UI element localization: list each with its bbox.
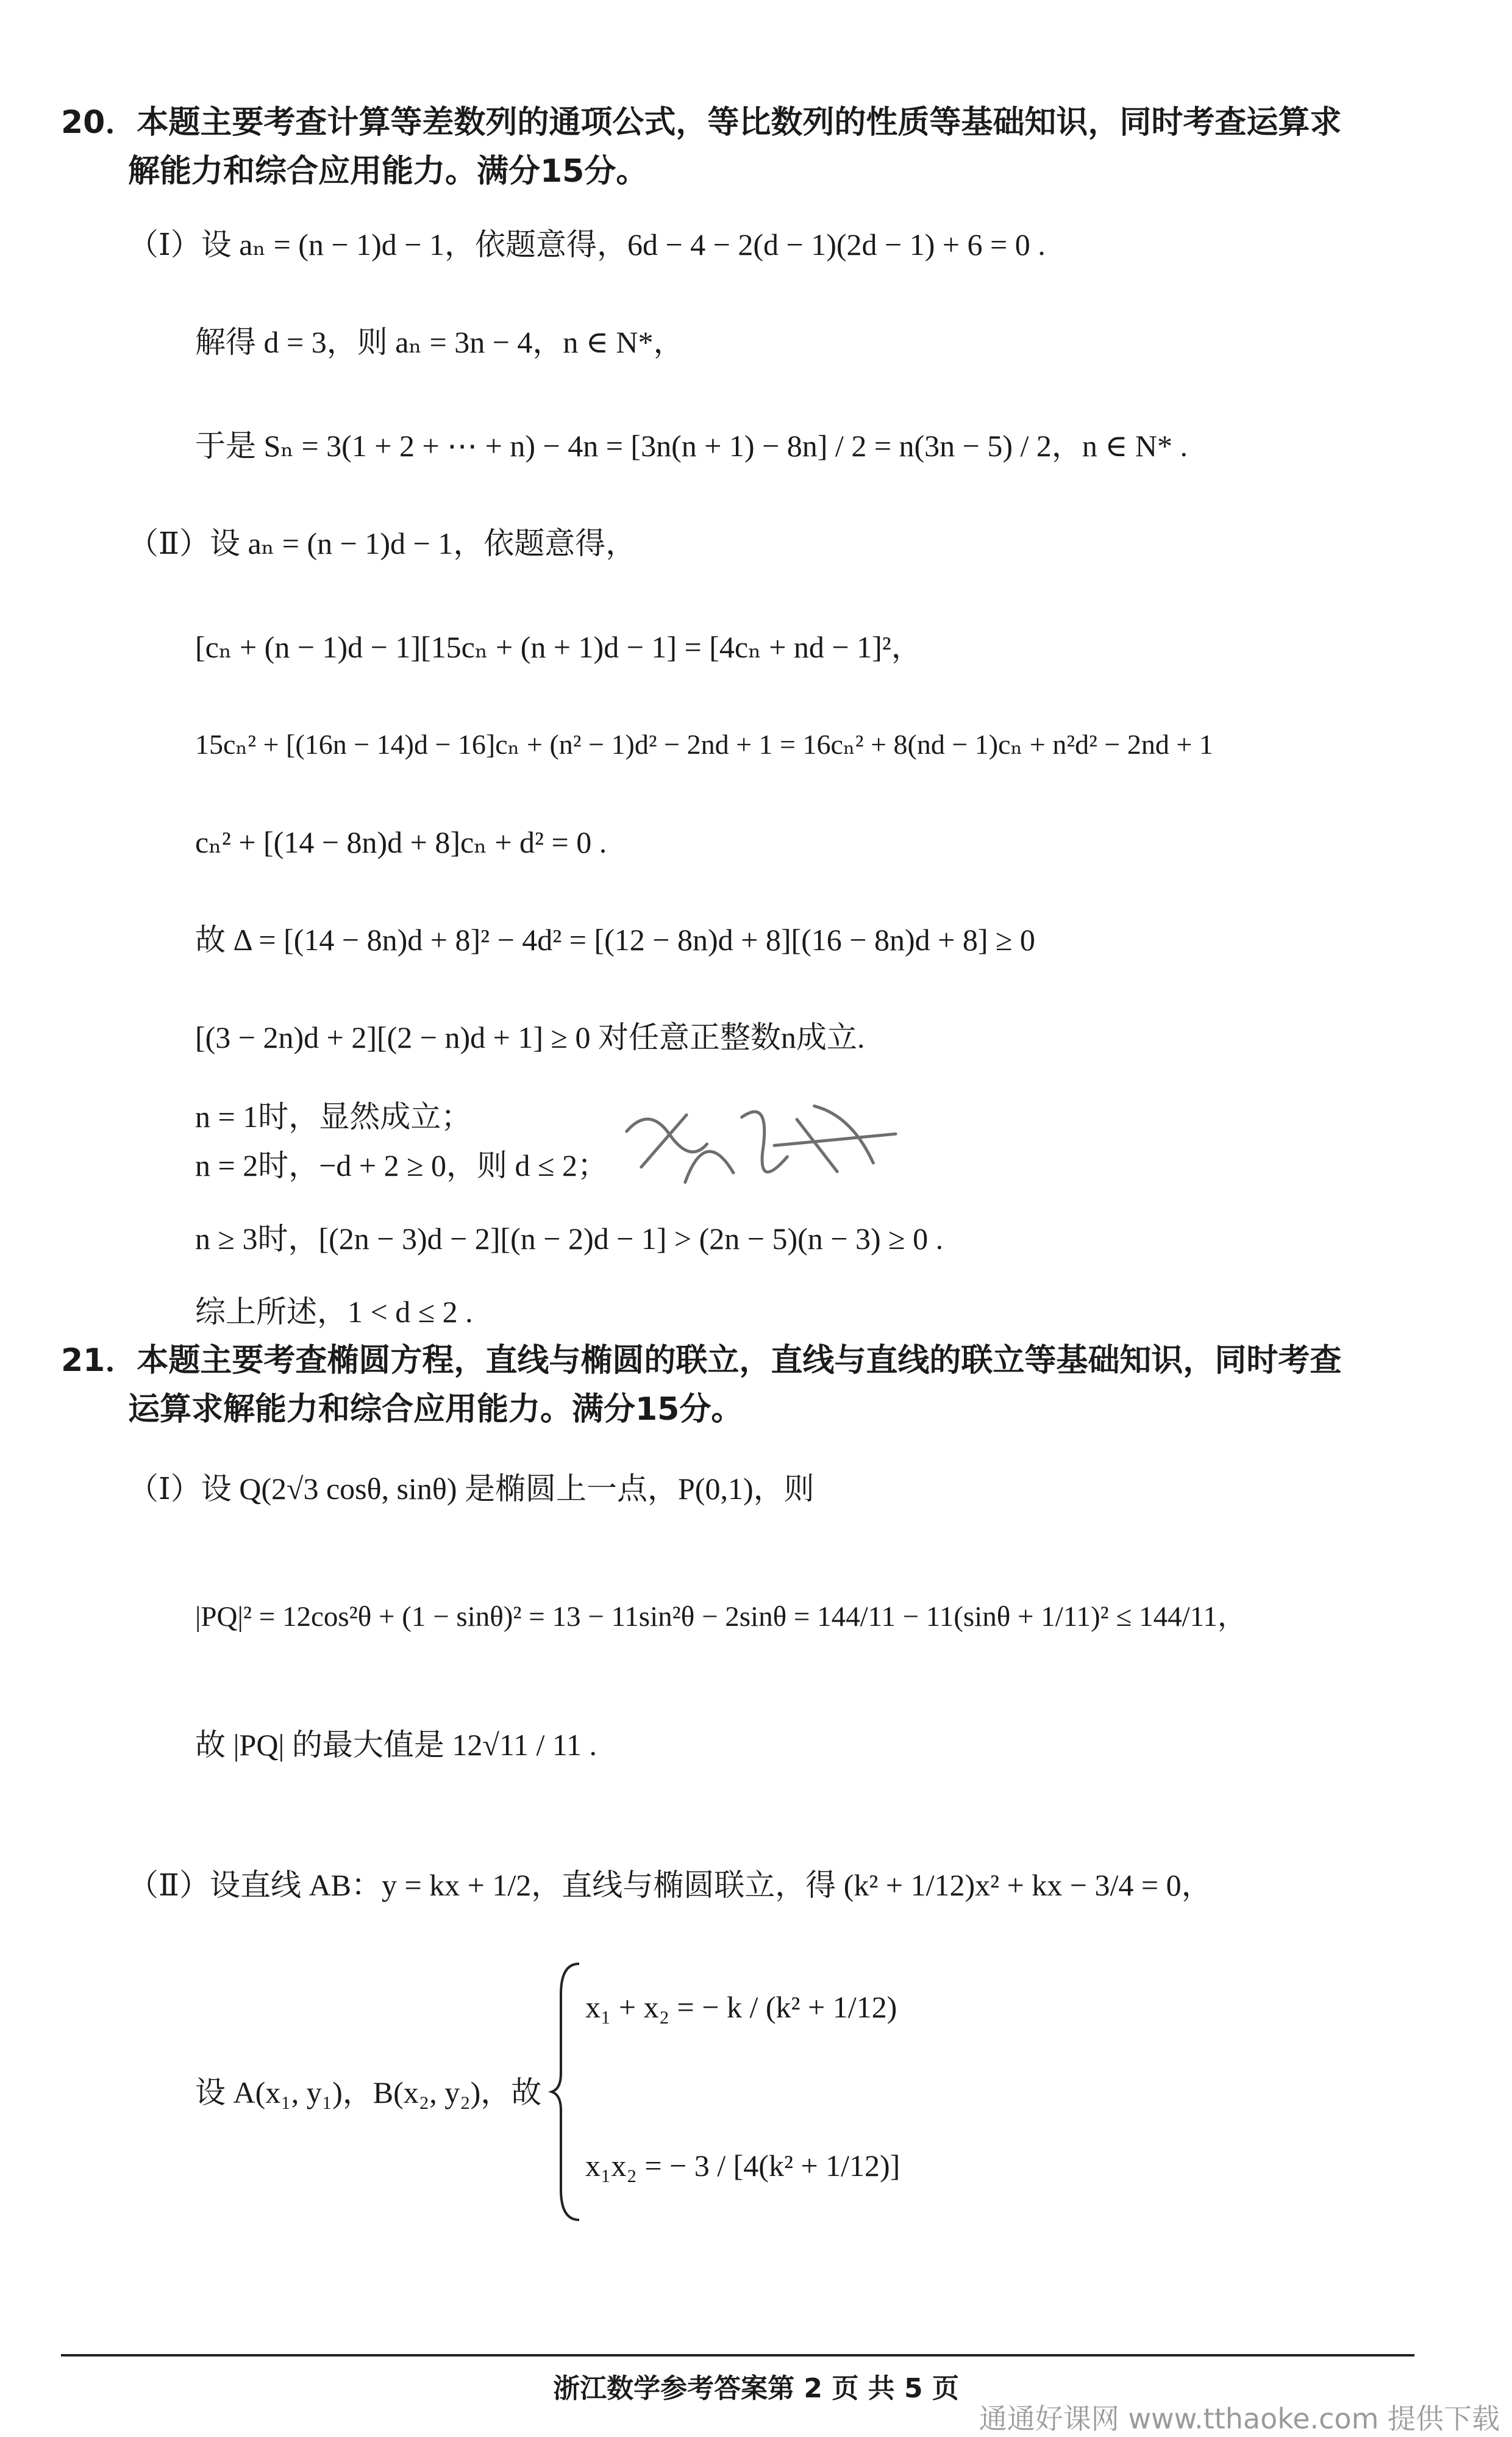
- system-brace: [549, 1958, 585, 2226]
- q20-part2-line9: n ≥ 3时，[(2n − 3)d − 2][(n − 2)d − 1] > (2n − 5)(n − 3) ≥ 0 .: [195, 1222, 944, 1256]
- q21-part1-line3: 故 |PQ| 的最大值是 12√11 / 11 .: [195, 1728, 597, 1762]
- q21-system-eq1: x₁ + x₂ = − k / (k² + 1/12): [585, 1990, 897, 2024]
- handwritten-signature: [612, 1076, 907, 1217]
- page-footer: 浙江数学参考答案第 2 页 共 5 页: [553, 2373, 959, 2404]
- footer-rule: [61, 2354, 1414, 2356]
- q20-part2-line5: 故 Δ = [(14 − 8n)d + 8]² − 4d² = [(12 − 8n)d + 8][(16 − 8n)d + 8] ≥ 0: [195, 923, 1035, 957]
- q21-part1-line2: |PQ|² = 12cos²θ + (1 − sinθ)² = 13 − 11sin²θ − 2sinθ = 144/11 − 11(sinθ + 1/11)² ≤ 144/11，: [195, 1601, 1246, 1633]
- q20-part1-line2: 解得 d = 3，则 aₙ = 3n − 4，n ∈ N*，: [195, 325, 684, 359]
- q20-heading-line1: 20．本题主要考查计算等差数列的通项公式，等比数列的性质等基础知识，同时考查运算求: [61, 104, 1342, 141]
- q20-part2-line10: 综上所述，1 < d ≤ 2 .: [195, 1295, 473, 1329]
- q20-part2-line3: 15cₙ² + [(16n − 14)d − 16]cₙ + (n² − 1)d² − 2nd + 1 = 16cₙ² + 8(nd − 1)cₙ + n²d² − 2nd + 1: [195, 729, 1213, 760]
- q20-part2-line6: [(3 − 2n)d + 2][(2 − n)d + 1] ≥ 0 对任意正整数n成立.: [195, 1020, 865, 1054]
- q20-part2-line4: cₙ² + [(14 − 8n)d + 8]cₙ + d² = 0 .: [195, 825, 607, 859]
- q20-part1-line3: 于是 Sₙ = 3(1 + 2 + ⋯ + n) − 4n = [3n(n + 1) − 8n] / 2 = n(3n − 5) / 2，n ∈ N* .: [195, 429, 1188, 463]
- q21-heading-line1: 21．本题主要考查椭圆方程，直线与椭圆的联立，直线与直线的联立等基础知识，同时考查: [61, 1342, 1342, 1379]
- q21-system-eq2: x₁x₂ = − 3 / [4(k² + 1/12)]: [585, 2149, 900, 2183]
- q20-part2-line1: （Ⅱ）设 aₙ = (n − 1)d − 1，依题意得，: [128, 526, 637, 560]
- q21-heading-line2: 运算求解能力和综合应用能力。满分15分。: [128, 1391, 743, 1428]
- q20-part2-line2: [cₙ + (n − 1)d − 1][15cₙ + (n + 1)d − 1] = [4cₙ + nd − 1]²，: [195, 630, 922, 664]
- signature-strokes: [612, 1076, 907, 1217]
- q20-heading-line2: 解能力和综合应用能力。满分15分。: [128, 153, 648, 190]
- q21-system-lead: 设 A(x₁, y₁)，B(x₂, y₂)，故: [195, 2075, 542, 2110]
- site-watermark: 通通好课网 www.tthaoke.com 提供下载: [979, 2402, 1500, 2435]
- q21-part2-line1: （Ⅱ）设直线 AB：y = kx + 1/2，直线与椭圆联立，得 (k² + 1/12)x² + kx − 3/4 = 0，: [128, 1868, 1212, 1902]
- q20-part2-line7: n = 1时，显然成立；: [195, 1100, 472, 1134]
- q21-part1-line1: （Ⅰ）设 Q(2√3 cosθ, sinθ) 是椭圆上一点，P(0,1)，则: [128, 1472, 815, 1506]
- q20-part1-line1: （Ⅰ）设 aₙ = (n − 1)d − 1，依题意得，6d − 4 − 2(d − 1)(2d − 1) + 6 = 0 .: [128, 227, 1046, 262]
- q20-part2-line8: n = 2时，−d + 2 ≥ 0，则 d ≤ 2；: [195, 1148, 608, 1183]
